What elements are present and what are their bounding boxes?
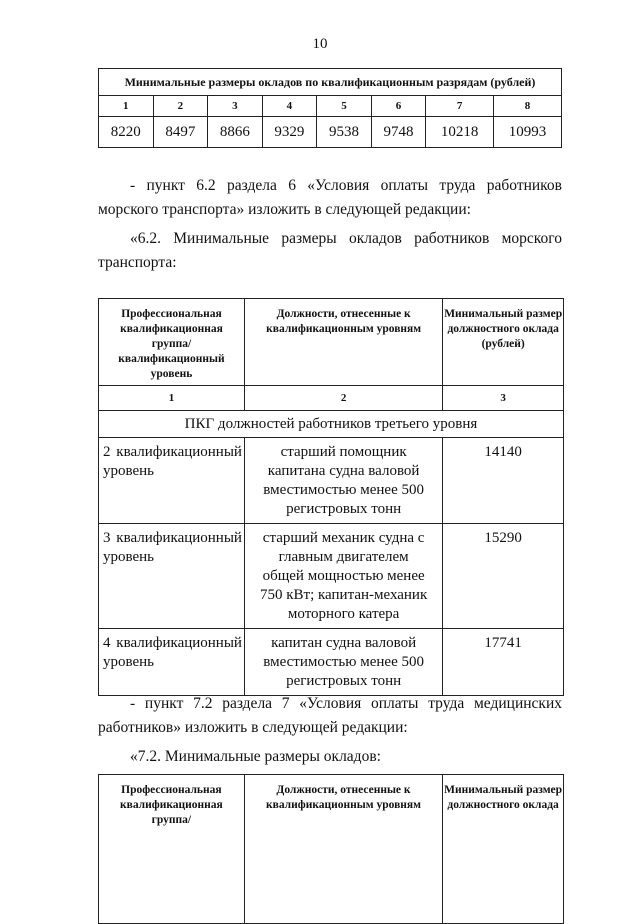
salary-value: 10218 [426, 117, 494, 148]
column-number: 1 [99, 386, 245, 411]
salary-cell: 17741 [443, 629, 564, 696]
qualification-level: 4 квалификационный уровень [99, 629, 245, 696]
paragraph-medical-intro: - пункт 7.2 раздела 7 «Условия оплаты труда медицинских работников» изложить в следующей редакции: [98, 695, 562, 736]
paragraph-maritime-intro: - пункт 6.2 раздела 6 «Условия оплаты труда работников морского транспорта» изложить в следующей редакции: [98, 177, 562, 218]
column-number: 7 [426, 96, 494, 117]
table-row [99, 438, 564, 524]
column-number: 1 [99, 96, 154, 117]
column-number: 8 [494, 96, 562, 117]
table-header: Минимальные размеры окладов по квалификационным разрядам (рублей) [99, 69, 562, 96]
salary-value: 8220 [99, 117, 154, 148]
column-number: 5 [317, 96, 372, 117]
column-header-group: Профессиональная квалификационная группа/ квалификационный уровень [99, 299, 245, 386]
salary-cell: 14140 [443, 438, 564, 524]
table-row [99, 629, 564, 696]
paragraph-maritime-title: «6.2. Минимальные размеры окладов работников морского транспорта: [98, 230, 562, 271]
salary-value: 10993 [494, 117, 562, 148]
salary-cell: 15290 [443, 524, 564, 629]
position-cell: старший помощник капитана судна валовой вместимостью менее 500 регистровых тонн [244, 438, 442, 524]
position-cell: капитан судна валовой вместимостью менее 500 регистровых тонн [244, 629, 442, 696]
section-heading: ПКГ должностей работников третьего уровня [99, 411, 564, 438]
column-number: 3 [443, 386, 564, 411]
maritime-salary-table [98, 298, 564, 696]
column-header-salary: Минимальный размер должностного оклада (рублей) [443, 299, 564, 386]
qualification-level: 3 квалификационный уровень [99, 524, 245, 629]
salary-grade-table [98, 68, 562, 148]
table-row [99, 524, 564, 629]
salary-value: 8866 [208, 117, 263, 148]
qualification-level: 2 квалификационный уровень [99, 438, 245, 524]
column-number: 6 [371, 96, 426, 117]
paragraph-medical-title: «7.2. Минимальные размеры окладов: [130, 748, 381, 765]
column-number: 2 [153, 96, 208, 117]
salary-value: 9748 [371, 117, 426, 148]
page-number: 10 [312, 36, 328, 52]
medical-salary-table [98, 774, 564, 924]
salary-value: 9329 [262, 117, 317, 148]
salary-value: 9538 [317, 117, 372, 148]
position-cell: старший механик судна с главным двигателем общей мощностью менее 750 кВт; капитан-механик моторного катера [244, 524, 442, 629]
column-header-salary: Минимальный размер должностного оклада [443, 775, 564, 924]
column-number: 4 [262, 96, 317, 117]
column-header-positions: Должности, отнесенные к квалификационным уровням [244, 299, 442, 386]
column-header-group: Профессиональная квалификационная группа/ [99, 775, 245, 924]
salary-value: 8497 [153, 117, 208, 148]
column-number: 3 [208, 96, 263, 117]
column-header-positions: Должности, отнесенные к квалификационным уровням [244, 775, 442, 924]
column-number: 2 [244, 386, 442, 411]
